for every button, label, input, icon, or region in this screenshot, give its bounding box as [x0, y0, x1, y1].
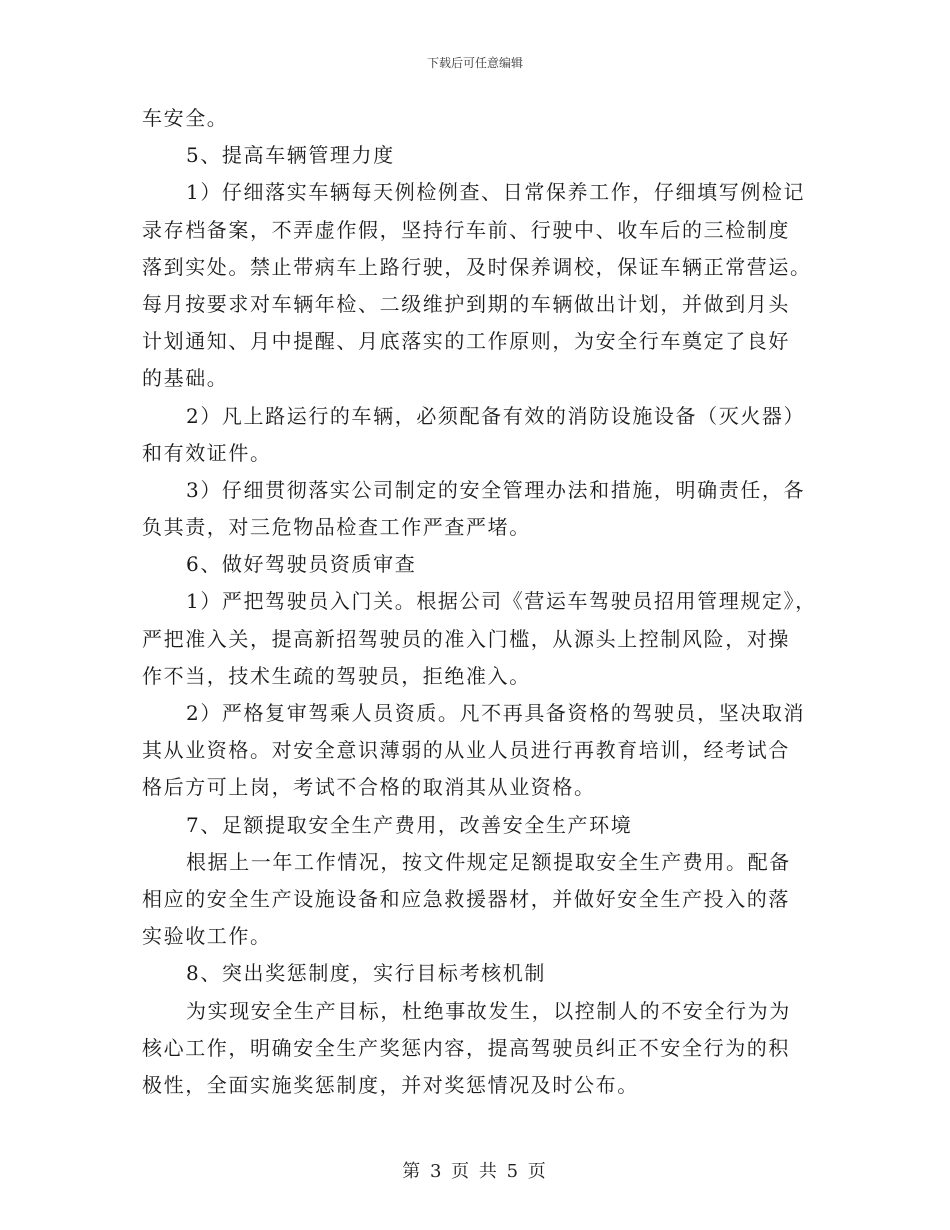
text-line: 1）仔细落实车辆每天例检例查、日常保养工作，仔细填写例检记 — [186, 180, 806, 205]
document-body — [142, 106, 822, 1110]
text-line: 核心工作，明确安全生产奖惩内容，提高驾驶员纠正不安全行为的积 — [142, 1035, 790, 1060]
text-line: 7、足额提取安全生产费用，改善安全生产环境 — [186, 812, 633, 837]
text-line: 2）凡上路运行的车辆，必须配备有效的消防设施设备（灭火器） — [186, 403, 806, 428]
text-line: 2）严格复审驾乘人员资质。凡不再具备资格的驾驶员，坚决取消 — [186, 701, 806, 725]
text-line: 负其责，对三危物品检查工作严查严堵。 — [142, 515, 531, 540]
text-line: 的基础。 — [142, 366, 229, 391]
text-line: 8、突出奖惩制度，实行目标考核机制 — [186, 961, 546, 986]
text-line: 5、提高车辆管理力度 — [186, 143, 395, 168]
text-line: 录存档备案，不弄虚作假，坚持行车前、行驶中、收车后的三检制度 — [142, 217, 790, 242]
text-line: 其从业资格。对安全意识薄弱的从业人员进行再教育培训，经考试合 — [142, 738, 790, 763]
text-line: 1）严把驾驶员入门关。根据公司《营运车驾驶员招用管理规定》， — [186, 589, 817, 614]
text-line: 根据上一年工作情况，按文件规定足额提取安全生产费用。配备 — [186, 849, 791, 874]
text-line: 落到实处。禁止带病车上路行驶，及时保养调校，保证车辆正常营运。 — [142, 254, 812, 279]
page-number: 第 3 页 共 5 页 — [402, 1161, 548, 1182]
text-line: 作不当，技术生疏的驾驶员，拒绝准入。 — [142, 663, 531, 688]
text-line: 相应的安全生产设施设备和应急救援器材，并做好安全生产投入的落 — [142, 886, 790, 911]
text-line: 6、做好驾驶员资质审查 — [186, 552, 417, 577]
text-line: 极性，全面实施奖惩制度，并对奖惩情况及时公布。 — [142, 1072, 639, 1097]
text-line: 和有效证件。 — [142, 440, 272, 465]
page-header: 下载后可任意编辑 — [426, 56, 523, 70]
text-line: 计划通知、月中提醒、月底落实的工作原则，为安全行车奠定了良好 — [142, 329, 790, 354]
text-line: 车安全。 — [142, 106, 229, 130]
text-line: 3）仔细贯彻落实公司制定的安全管理办法和措施，明确责任，各 — [186, 477, 806, 502]
text-line: 每月按要求对车辆年检、二级维护到期的车辆做出计划，并做到月头 — [142, 291, 790, 316]
text-line: 格后方可上岗，考试不合格的取消其从业资格。 — [142, 775, 596, 800]
text-line: 实验收工作。 — [142, 924, 272, 949]
text-line: 为实现安全生产目标，杜绝事故发生，以控制人的不安全行为为 — [186, 998, 791, 1023]
text-line: 严把准入关，提高新招驾驶员的准入门槛，从源头上控制风险，对操 — [142, 626, 790, 651]
